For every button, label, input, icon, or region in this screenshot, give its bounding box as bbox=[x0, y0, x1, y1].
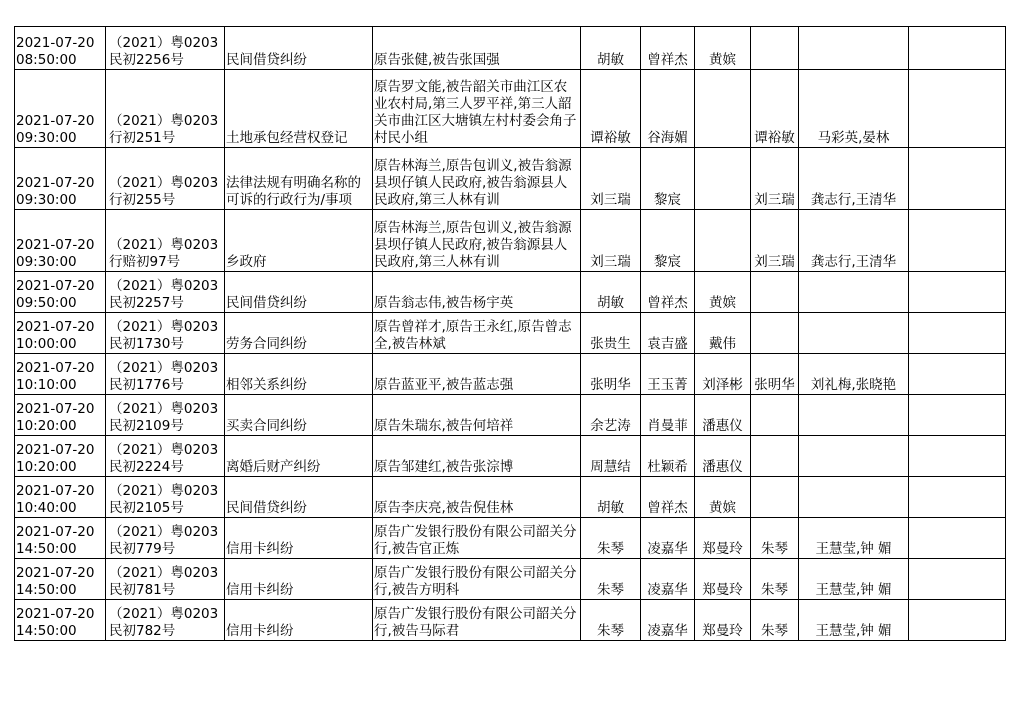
clerk-cell bbox=[641, 436, 695, 477]
case-number-cell-text: 民初1776号 bbox=[109, 377, 184, 393]
table-row bbox=[15, 27, 1006, 70]
hearing-datetime-cell bbox=[15, 559, 106, 600]
judge-cell bbox=[581, 395, 641, 436]
presiding-cell bbox=[751, 518, 799, 559]
hearing-datetime-cell bbox=[15, 70, 106, 148]
case-cause-cell-text: 离婚后财产纠纷 bbox=[226, 459, 321, 475]
case-cause-cell-text: 信用卡纠纷 bbox=[226, 541, 294, 557]
remarks-cell bbox=[909, 600, 1006, 641]
judge-cell bbox=[581, 148, 641, 210]
assessors-cell bbox=[799, 210, 909, 272]
judge-cell-text: 谭裕敏 bbox=[590, 130, 631, 146]
assessors-cell bbox=[799, 477, 909, 518]
case-number-cell bbox=[106, 272, 225, 313]
case-cause-cell bbox=[225, 272, 373, 313]
presiding-cell bbox=[751, 600, 799, 641]
judge-cell-text: 张贵生 bbox=[590, 336, 631, 352]
table-row bbox=[15, 272, 1006, 313]
parties-cell-text: 原告广发银行股份有限公司韶关分行,被告马际君 bbox=[374, 606, 577, 639]
clerk-cell bbox=[641, 395, 695, 436]
case-number-cell-text: （2021）粤0203 bbox=[109, 524, 219, 540]
judge-cell-text: 胡敏 bbox=[597, 52, 624, 68]
remarks-cell bbox=[909, 436, 1006, 477]
remarks-cell bbox=[909, 272, 1006, 313]
parties-cell bbox=[373, 272, 581, 313]
judge-cell-text: 周慧结 bbox=[590, 459, 631, 475]
table-row bbox=[15, 313, 1006, 354]
member-cell bbox=[695, 27, 751, 70]
table-row bbox=[15, 436, 1006, 477]
clerk-cell-text: 黎宸 bbox=[654, 192, 681, 208]
table-row bbox=[15, 148, 1006, 210]
presiding-cell-text: 刘三瑞 bbox=[754, 254, 795, 270]
parties-cell-text: 原告张健,被告张国强 bbox=[374, 52, 500, 68]
hearing-rows bbox=[15, 27, 1006, 641]
remarks-cell bbox=[909, 354, 1006, 395]
remarks-cell bbox=[909, 148, 1006, 210]
hearing-datetime-cell bbox=[15, 27, 106, 70]
judge-cell bbox=[581, 27, 641, 70]
hearing-datetime-cell-text: 2021-07-20 bbox=[16, 360, 95, 376]
judge-cell-text: 余艺涛 bbox=[590, 418, 631, 434]
clerk-cell-text: 凌嘉华 bbox=[647, 541, 688, 557]
clerk-cell bbox=[641, 148, 695, 210]
remarks-cell bbox=[909, 518, 1006, 559]
case-number-cell-text: 行赔初97号 bbox=[109, 254, 181, 270]
judge-cell bbox=[581, 70, 641, 148]
judge-cell-text: 胡敏 bbox=[597, 500, 624, 516]
case-number-cell bbox=[106, 148, 225, 210]
case-cause-cell bbox=[225, 518, 373, 559]
member-cell-text: 黄嫔 bbox=[709, 52, 736, 68]
hearing-datetime-cell bbox=[15, 313, 106, 354]
hearing-datetime-cell-text: 2021-07-20 bbox=[16, 483, 95, 499]
parties-cell-text: 原告广发银行股份有限公司韶关分行,被告方明科 bbox=[374, 565, 577, 598]
hearing-schedule-table bbox=[14, 26, 1006, 641]
hearing-datetime-cell-text: 09:30:00 bbox=[16, 254, 77, 270]
case-number-cell bbox=[106, 70, 225, 148]
clerk-cell-text: 凌嘉华 bbox=[647, 582, 688, 598]
case-cause-cell bbox=[225, 70, 373, 148]
clerk-cell-text: 凌嘉华 bbox=[647, 623, 688, 639]
remarks-cell bbox=[909, 27, 1006, 70]
presiding-cell bbox=[751, 70, 799, 148]
presiding-cell bbox=[751, 477, 799, 518]
presiding-cell bbox=[751, 148, 799, 210]
case-cause-cell-text: 乡政府 bbox=[226, 254, 267, 270]
case-number-cell bbox=[106, 354, 225, 395]
case-number-cell-text: （2021）粤0203 bbox=[109, 319, 219, 335]
member-cell bbox=[695, 518, 751, 559]
member-cell-text: 潘惠仪 bbox=[702, 459, 743, 475]
case-number-cell bbox=[106, 600, 225, 641]
assessors-cell-text: 龚志行,王清华 bbox=[810, 254, 897, 270]
clerk-cell bbox=[641, 354, 695, 395]
case-cause-cell bbox=[225, 148, 373, 210]
case-number-cell bbox=[106, 477, 225, 518]
assessors-cell-text: 马彩英,晏林 bbox=[817, 130, 890, 146]
member-cell bbox=[695, 559, 751, 600]
hearing-datetime-cell-text: 10:20:00 bbox=[16, 418, 77, 434]
presiding-cell bbox=[751, 354, 799, 395]
case-number-cell-text: （2021）粤0203 bbox=[109, 565, 219, 581]
member-cell bbox=[695, 600, 751, 641]
member-cell bbox=[695, 477, 751, 518]
presiding-cell bbox=[751, 395, 799, 436]
remarks-cell bbox=[909, 395, 1006, 436]
presiding-cell-text: 朱琴 bbox=[761, 623, 788, 639]
parties-cell-text: 原告林海兰,原告包训义,被告翁源县坝仔镇人民政府,被告翁源县人民政府,第三人林有训 bbox=[374, 158, 572, 208]
assessors-cell bbox=[799, 600, 909, 641]
hearing-schedule-sheet bbox=[14, 26, 1006, 641]
hearing-datetime-cell-text: 08:50:00 bbox=[16, 52, 77, 68]
clerk-cell bbox=[641, 600, 695, 641]
table-row bbox=[15, 600, 1006, 641]
hearing-datetime-cell-text: 10:00:00 bbox=[16, 336, 77, 352]
table-row bbox=[15, 395, 1006, 436]
hearing-datetime-cell-text: 2021-07-20 bbox=[16, 237, 95, 253]
assessors-cell bbox=[799, 395, 909, 436]
member-cell bbox=[695, 272, 751, 313]
clerk-cell bbox=[641, 518, 695, 559]
hearing-datetime-cell-text: 2021-07-20 bbox=[16, 524, 95, 540]
member-cell-text: 郑曼玲 bbox=[702, 623, 743, 639]
hearing-datetime-cell bbox=[15, 436, 106, 477]
judge-cell bbox=[581, 477, 641, 518]
clerk-cell-text: 袁吉盛 bbox=[647, 336, 688, 352]
member-cell-text: 郑曼玲 bbox=[702, 582, 743, 598]
assessors-cell bbox=[799, 436, 909, 477]
hearing-datetime-cell-text: 14:50:00 bbox=[16, 623, 77, 639]
case-cause-cell bbox=[225, 210, 373, 272]
clerk-cell-text: 王玉菁 bbox=[647, 377, 688, 393]
clerk-cell bbox=[641, 559, 695, 600]
judge-cell bbox=[581, 210, 641, 272]
hearing-datetime-cell bbox=[15, 395, 106, 436]
case-number-cell-text: 民初1730号 bbox=[109, 336, 184, 352]
case-number-cell-text: （2021）粤0203 bbox=[109, 606, 219, 622]
member-cell-text: 黄嫔 bbox=[709, 500, 736, 516]
assessors-cell bbox=[799, 559, 909, 600]
hearing-datetime-cell-text: 2021-07-20 bbox=[16, 606, 95, 622]
parties-cell bbox=[373, 436, 581, 477]
parties-cell-text: 原告曾祥才,原告王永红,原告曾志全,被告林斌 bbox=[374, 319, 572, 352]
hearing-datetime-cell-text: 09:50:00 bbox=[16, 295, 77, 311]
hearing-datetime-cell-text: 2021-07-20 bbox=[16, 442, 95, 458]
table-row bbox=[15, 210, 1006, 272]
remarks-cell bbox=[909, 70, 1006, 148]
case-number-cell-text: （2021）粤0203 bbox=[109, 237, 219, 253]
case-number-cell-text: （2021）粤0203 bbox=[109, 401, 219, 417]
case-cause-cell bbox=[225, 559, 373, 600]
judge-cell-text: 刘三瑞 bbox=[590, 254, 631, 270]
remarks-cell bbox=[909, 313, 1006, 354]
member-cell-text: 戴伟 bbox=[709, 336, 736, 352]
case-number-cell-text: 民初2105号 bbox=[109, 500, 184, 516]
presiding-cell-text: 谭裕敏 bbox=[754, 130, 795, 146]
parties-cell-text: 原告翁志伟,被告杨宇英 bbox=[374, 295, 514, 311]
presiding-cell bbox=[751, 559, 799, 600]
case-number-cell-text: 民初2109号 bbox=[109, 418, 184, 434]
hearing-datetime-cell bbox=[15, 600, 106, 641]
case-cause-cell bbox=[225, 600, 373, 641]
hearing-datetime-cell-text: 10:10:00 bbox=[16, 377, 77, 393]
case-number-cell-text: 行初251号 bbox=[109, 130, 176, 146]
hearing-datetime-cell-text: 2021-07-20 bbox=[16, 401, 95, 417]
hearing-datetime-cell-text: 09:30:00 bbox=[16, 192, 77, 208]
judge-cell bbox=[581, 272, 641, 313]
judge-cell-text: 胡敏 bbox=[597, 295, 624, 311]
clerk-cell-text: 杜颖希 bbox=[647, 459, 688, 475]
case-cause-cell bbox=[225, 477, 373, 518]
presiding-cell-text: 张明华 bbox=[754, 377, 795, 393]
clerk-cell-text: 曾祥杰 bbox=[647, 295, 688, 311]
case-cause-cell bbox=[225, 395, 373, 436]
clerk-cell bbox=[641, 477, 695, 518]
member-cell-text: 刘泽彬 bbox=[702, 377, 743, 393]
parties-cell bbox=[373, 70, 581, 148]
judge-cell bbox=[581, 354, 641, 395]
case-number-cell bbox=[106, 559, 225, 600]
case-cause-cell-text: 民间借贷纠纷 bbox=[226, 500, 307, 516]
hearing-datetime-cell-text: 2021-07-20 bbox=[16, 175, 95, 191]
case-number-cell-text: 行初255号 bbox=[109, 192, 176, 208]
case-cause-cell bbox=[225, 436, 373, 477]
clerk-cell-text: 曾祥杰 bbox=[647, 52, 688, 68]
case-cause-cell bbox=[225, 354, 373, 395]
member-cell bbox=[695, 148, 751, 210]
presiding-cell-text: 刘三瑞 bbox=[754, 192, 795, 208]
table-row bbox=[15, 70, 1006, 148]
parties-cell-text: 原告林海兰,原告包训义,被告翁源县坝仔镇人民政府,被告翁源县人民政府,第三人林有训 bbox=[374, 220, 572, 270]
clerk-cell-text: 肖曼菲 bbox=[647, 418, 688, 434]
hearing-datetime-cell-text: 2021-07-20 bbox=[16, 319, 95, 335]
case-cause-cell-text: 法律法规有明确名称的可诉的行政行为/事项 bbox=[226, 175, 361, 208]
assessors-cell bbox=[799, 27, 909, 70]
clerk-cell-text: 谷海媚 bbox=[647, 130, 688, 146]
assessors-cell bbox=[799, 518, 909, 559]
table-row bbox=[15, 559, 1006, 600]
judge-cell-text: 张明华 bbox=[590, 377, 631, 393]
assessors-cell-text: 龚志行,王清华 bbox=[810, 192, 897, 208]
hearing-datetime-cell-text: 09:30:00 bbox=[16, 130, 77, 146]
case-number-cell-text: （2021）粤0203 bbox=[109, 442, 219, 458]
assessors-cell-text: 王慧莹,钟 媚 bbox=[815, 582, 892, 598]
judge-cell-text: 朱琴 bbox=[597, 582, 624, 598]
case-number-cell bbox=[106, 518, 225, 559]
case-number-cell-text: （2021）粤0203 bbox=[109, 113, 219, 129]
case-cause-cell-text: 劳务合同纠纷 bbox=[226, 336, 307, 352]
parties-cell bbox=[373, 518, 581, 559]
parties-cell bbox=[373, 210, 581, 272]
parties-cell bbox=[373, 477, 581, 518]
presiding-cell bbox=[751, 436, 799, 477]
assessors-cell-text: 刘礼梅,张晓艳 bbox=[810, 377, 897, 393]
member-cell bbox=[695, 210, 751, 272]
table-row bbox=[15, 518, 1006, 559]
hearing-datetime-cell bbox=[15, 477, 106, 518]
hearing-datetime-cell bbox=[15, 148, 106, 210]
case-number-cell-text: （2021）粤0203 bbox=[109, 35, 219, 51]
case-cause-cell-text: 买卖合同纠纷 bbox=[226, 418, 307, 434]
judge-cell bbox=[581, 600, 641, 641]
assessors-cell-text: 王慧莹,钟 媚 bbox=[815, 541, 892, 557]
clerk-cell-text: 黎宸 bbox=[654, 254, 681, 270]
case-cause-cell-text: 相邻关系纠纷 bbox=[226, 377, 307, 393]
case-number-cell-text: （2021）粤0203 bbox=[109, 360, 219, 376]
case-cause-cell bbox=[225, 27, 373, 70]
hearing-datetime-cell-text: 2021-07-20 bbox=[16, 278, 95, 294]
member-cell-text: 郑曼玲 bbox=[702, 541, 743, 557]
case-number-cell-text: （2021）粤0203 bbox=[109, 175, 219, 191]
member-cell bbox=[695, 70, 751, 148]
parties-cell bbox=[373, 148, 581, 210]
parties-cell-text: 原告邹建红,被告张淙博 bbox=[374, 459, 514, 475]
parties-cell bbox=[373, 559, 581, 600]
member-cell-text: 黄嫔 bbox=[709, 295, 736, 311]
member-cell bbox=[695, 313, 751, 354]
assessors-cell bbox=[799, 354, 909, 395]
hearing-datetime-cell bbox=[15, 518, 106, 559]
assessors-cell bbox=[799, 148, 909, 210]
assessors-cell-text: 王慧莹,钟 媚 bbox=[815, 623, 892, 639]
remarks-cell bbox=[909, 210, 1006, 272]
presiding-cell-text: 朱琴 bbox=[761, 582, 788, 598]
hearing-datetime-cell-text: 10:20:00 bbox=[16, 459, 77, 475]
clerk-cell-text: 曾祥杰 bbox=[647, 500, 688, 516]
case-number-cell-text: 民初782号 bbox=[109, 623, 176, 639]
parties-cell-text: 原告朱瑞东,被告何培祥 bbox=[374, 418, 514, 434]
member-cell bbox=[695, 436, 751, 477]
judge-cell-text: 朱琴 bbox=[597, 541, 624, 557]
assessors-cell bbox=[799, 70, 909, 148]
hearing-datetime-cell-text: 14:50:00 bbox=[16, 582, 77, 598]
case-number-cell-text: （2021）粤0203 bbox=[109, 483, 219, 499]
presiding-cell bbox=[751, 210, 799, 272]
clerk-cell bbox=[641, 27, 695, 70]
hearing-datetime-cell-text: 2021-07-20 bbox=[16, 113, 95, 129]
case-cause-cell-text: 民间借贷纠纷 bbox=[226, 52, 307, 68]
judge-cell bbox=[581, 436, 641, 477]
member-cell bbox=[695, 354, 751, 395]
remarks-cell bbox=[909, 477, 1006, 518]
presiding-cell bbox=[751, 272, 799, 313]
table-row bbox=[15, 354, 1006, 395]
table-row bbox=[15, 477, 1006, 518]
case-cause-cell bbox=[225, 313, 373, 354]
parties-cell bbox=[373, 27, 581, 70]
judge-cell bbox=[581, 559, 641, 600]
parties-cell-text: 原告蓝亚平,被告蓝志强 bbox=[374, 377, 514, 393]
presiding-cell bbox=[751, 27, 799, 70]
clerk-cell bbox=[641, 210, 695, 272]
hearing-datetime-cell bbox=[15, 354, 106, 395]
parties-cell bbox=[373, 395, 581, 436]
presiding-cell-text: 朱琴 bbox=[761, 541, 788, 557]
clerk-cell bbox=[641, 70, 695, 148]
assessors-cell bbox=[799, 272, 909, 313]
case-number-cell-text: 民初779号 bbox=[109, 541, 176, 557]
judge-cell-text: 刘三瑞 bbox=[590, 192, 631, 208]
hearing-datetime-cell-text: 2021-07-20 bbox=[16, 35, 95, 51]
member-cell bbox=[695, 395, 751, 436]
case-number-cell bbox=[106, 436, 225, 477]
hearing-datetime-cell-text: 14:50:00 bbox=[16, 541, 77, 557]
case-number-cell-text: 民初2256号 bbox=[109, 52, 184, 68]
remarks-cell bbox=[909, 559, 1006, 600]
parties-cell bbox=[373, 313, 581, 354]
case-number-cell-text: 民初2257号 bbox=[109, 295, 184, 311]
case-number-cell bbox=[106, 27, 225, 70]
parties-cell bbox=[373, 600, 581, 641]
clerk-cell bbox=[641, 272, 695, 313]
case-number-cell-text: 民初2224号 bbox=[109, 459, 184, 475]
member-cell-text: 潘惠仪 bbox=[702, 418, 743, 434]
case-number-cell bbox=[106, 210, 225, 272]
hearing-datetime-cell bbox=[15, 210, 106, 272]
judge-cell-text: 朱琴 bbox=[597, 623, 624, 639]
parties-cell-text: 原告罗文能,被告韶关市曲江区农业农村局,第三人罗平祥,第三人韶关市曲江区大塘镇左村村委会角子村民小组 bbox=[374, 79, 577, 146]
judge-cell bbox=[581, 518, 641, 559]
case-cause-cell-text: 信用卡纠纷 bbox=[226, 623, 294, 639]
judge-cell bbox=[581, 313, 641, 354]
parties-cell-text: 原告广发银行股份有限公司韶关分行,被告官正炼 bbox=[374, 524, 577, 557]
case-cause-cell-text: 土地承包经营权登记 bbox=[226, 130, 348, 146]
case-cause-cell-text: 民间借贷纠纷 bbox=[226, 295, 307, 311]
case-cause-cell-text: 信用卡纠纷 bbox=[226, 582, 294, 598]
hearing-datetime-cell-text: 2021-07-20 bbox=[16, 565, 95, 581]
case-number-cell bbox=[106, 395, 225, 436]
case-number-cell-text: （2021）粤0203 bbox=[109, 278, 219, 294]
parties-cell bbox=[373, 354, 581, 395]
case-number-cell bbox=[106, 313, 225, 354]
clerk-cell bbox=[641, 313, 695, 354]
parties-cell-text: 原告李庆亮,被告倪佳林 bbox=[374, 500, 514, 516]
case-number-cell-text: 民初781号 bbox=[109, 582, 176, 598]
assessors-cell bbox=[799, 313, 909, 354]
presiding-cell bbox=[751, 313, 799, 354]
hearing-datetime-cell bbox=[15, 272, 106, 313]
hearing-datetime-cell-text: 10:40:00 bbox=[16, 500, 77, 516]
